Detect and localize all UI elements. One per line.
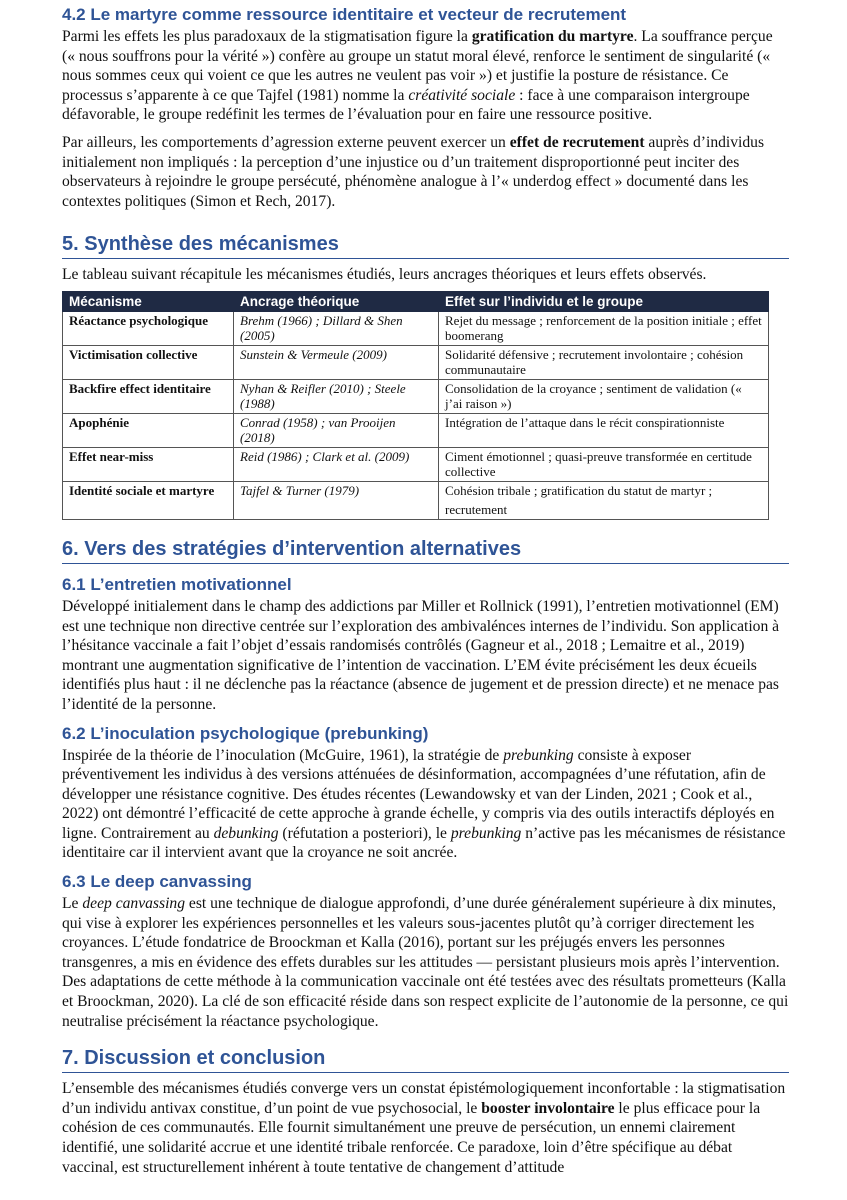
mechanism-cell: Identité sociale et martyre <box>63 481 234 519</box>
anchor-cell: Nyhan & Reifler (2010) ; Steele (1988) <box>234 379 439 413</box>
synthesis-table <box>62 291 769 520</box>
mechanism-cell: Réactance psychologique <box>63 311 234 345</box>
section-6-2-heading: 6.2 L’inoculation psychologique (prebunking) <box>62 723 429 743</box>
section-6-heading: 6. Vers des stratégies d’intervention alternatives <box>62 536 789 564</box>
text-run: L’ensemble des mécanismes étudiés converge vers un constat épistémologiquement inconfortable : la stigmatisation d’un individu antivax constitue, d’un point de vue psychosocial, le <box>62 1080 786 1117</box>
anchor-cell: Sunstein & Vermeule (2009) <box>234 345 439 379</box>
document-content <box>62 4 789 1177</box>
table-row <box>63 345 769 379</box>
text-run: Par ailleurs, les comportements d’agression externe peuvent exercer un <box>62 133 510 151</box>
mechanism-cell: Apophénie <box>63 413 234 447</box>
text-run: . La souffrance perçue (« nous souffrons pour la vérité ») confère au groupe un statut moral élevé, renforce le sentiment de singularité (« nous sommes ceux qui voient ce que les autres ne veulent pas voir ») et justifie la posture de résistance. Ce processus s’apparente à ce que Tajfel (1981) nomme la <box>62 28 773 104</box>
table-row <box>63 413 769 447</box>
italic-term: debunking <box>213 824 279 842</box>
effect-cell: Solidarité défensive ; recrutement involontaire ; cohésion communautaire <box>439 345 769 379</box>
section-4-2-heading: 4.2 Le martyre comme ressource identitaire et vecteur de recrutement <box>62 5 627 24</box>
text-run: Inspirée de la théorie de l’inoculation (McGuire, 1961), la stratégie de <box>62 746 504 764</box>
section-6-3-heading: 6.3 Le deep canvassing <box>62 872 252 892</box>
effect-cell: Rejet du message ; renforcement de la position initiale ; effet boomerang <box>439 311 769 345</box>
text-run: est une technique de dialogue approfondi, d’une durée généralement supérieure à dix minutes, qui vise à explorer les expériences personnelles et les valeurs sous-jacentes plutôt qu’à corriger directement les croyances. L’étude fondatrice de Broockman et Kalla (2016), portant sur les préjugés envers les personnes transgenres, a mis en évidence des effets durables sur les attitudes — persistant plusieurs mois après l’intervention. Des adaptations de cette méthode à la communication vaccinale ont été testées avec des résultats prometteurs (Kalla et Broockman, 2020). La clé de son efficacité réside dans son respect explicite de l’autonomie de la personne, ce qui neutralise précisément la réactance psychologique. <box>62 895 789 1030</box>
anchor-cell: Conrad (1958) ; van Prooijen (2018) <box>234 413 439 447</box>
header-mechanism: Mécanisme <box>63 291 234 311</box>
table-row <box>63 481 769 519</box>
mechanism-cell: Effet near-miss <box>63 447 234 481</box>
text-run: n’active pas les mécanismes de résistance identitaire car il intervient avant que la croyance ne soit ancrée. <box>62 824 786 862</box>
effect-cell <box>439 481 769 519</box>
section-5-heading: 5. Synthèse des mécanismes <box>62 231 789 259</box>
italic-term: deep canvassing <box>82 895 185 913</box>
text-run: : face à une comparaison intergroupe défavorable, le groupe redéfinit les termes de l’évaluation pour en faire une ressource positive. <box>62 86 750 124</box>
section-6-1-heading: 6.1 L’entretien motivationnel <box>62 574 292 594</box>
section-5-intro: Le tableau suivant récapitule les mécanismes étudiés, leurs ancrages théoriques et leurs effets observés. <box>62 266 707 284</box>
text-run: (réfutation a posteriori), le <box>278 824 451 842</box>
anchor-cell: Brehm (1966) ; Dillard & Shen (2005) <box>234 311 439 345</box>
header-effect: Effet sur l’individu et le groupe <box>439 291 769 311</box>
text-run: auprès d’individus initialement non impliqués : la perception d’une injustice ou d’un traitement disproportionné peut inciter des observateurs à rejoindre le groupe persécuté, phénomène analogue à l’« underdog effect » documenté dans les contextes politiques (Simon et Rech, 2017). <box>62 133 765 210</box>
italic-term: prebunking <box>503 746 574 764</box>
bold-term: booster involontaire <box>481 1099 615 1117</box>
mechanism-cell: Victimisation collective <box>63 345 234 379</box>
table-row <box>63 311 769 345</box>
bold-term: gratification du martyre <box>471 28 634 45</box>
header-anchor: Ancrage théorique <box>234 291 439 311</box>
section-7-heading: 7. Discussion et conclusion <box>62 1045 789 1073</box>
anchor-cell: Tajfel & Turner (1979) <box>234 481 439 519</box>
table-header-row <box>63 291 769 311</box>
effect-line: recrutement <box>445 501 508 517</box>
section-6-1-paragraph: Développé initialement dans le champ des addictions par Miller et Rollnick (1991), l’entretien motivationnel (EM) est une technique non directive centrée sur l’exploration des ambivalénces internes de l’individu. Son application à l’hésitance vaccinale a fait l’objet d’essais randomisés contrôlés (Gagneur et al., 2018 ; Lemaitre et al., 2019) montrant une augmentation significative de l’intention de vaccination. L’EM évite précisément les deux écueils identifiés plus haut : il ne déclenche pas la réactance (absence de jugement et de pression directe) et ne menace pas l’identité de la personne. <box>62 597 780 713</box>
mechanism-cell: Backfire effect identitaire <box>63 379 234 413</box>
italic-term: prebunking <box>450 824 522 842</box>
effect-cell: Intégration de l’attaque dans le récit conspirationniste <box>439 413 769 447</box>
table-row <box>63 379 769 413</box>
italic-term: créativité sociale <box>408 86 516 104</box>
anchor-cell: Reid (1986) ; Clark et al. (2009) <box>234 447 439 481</box>
effect-line: Cohésion tribale ; gratification du statut de martyr ; <box>445 482 713 498</box>
section-4-2-paragraph-1 <box>62 27 789 125</box>
effect-cell: Consolidation de la croyance ; sentiment de validation (« j’ai raison ») <box>439 379 769 413</box>
table-row <box>63 447 769 481</box>
section-6-3-paragraph <box>62 894 789 1031</box>
text-run: Le <box>62 895 83 913</box>
section-6-2-paragraph <box>62 746 789 864</box>
text-run: consiste à exposer préventivement les individus à des versions atténuées de désinformation, accompagnées d’une réfutation, afin de développer une résistance cognitive. Des études récentes (Lewandowsky et van der Linden, 2021 ; Cook et al., 2022) ont démontré l’efficacité de cette approche à grande échelle, y compris via des outils interactifs déployés en ligne. Contrairement au <box>62 746 775 842</box>
section-4-2-paragraph-2 <box>62 133 789 211</box>
section-7-paragraph <box>62 1079 789 1177</box>
effect-cell: Ciment émotionnel ; quasi-preuve transformée en certitude collective <box>439 447 769 481</box>
text-run: Parmi les effets les plus paradoxaux de la stigmatisation figure la <box>62 28 472 45</box>
text-run: le plus efficace pour la cohésion de ces communautés. Elle fournit simultanément une preuve de persécution, un ennemi clairement identifié, une solidarité accrue et une identité tribale renforcée. Ce paradoxe, loin d’être spécifique au débat vaccinal, est structurellement inhérent à toute tentative de changement d’attitude <box>62 1099 761 1176</box>
bold-term: effet de recrutement <box>509 133 645 151</box>
